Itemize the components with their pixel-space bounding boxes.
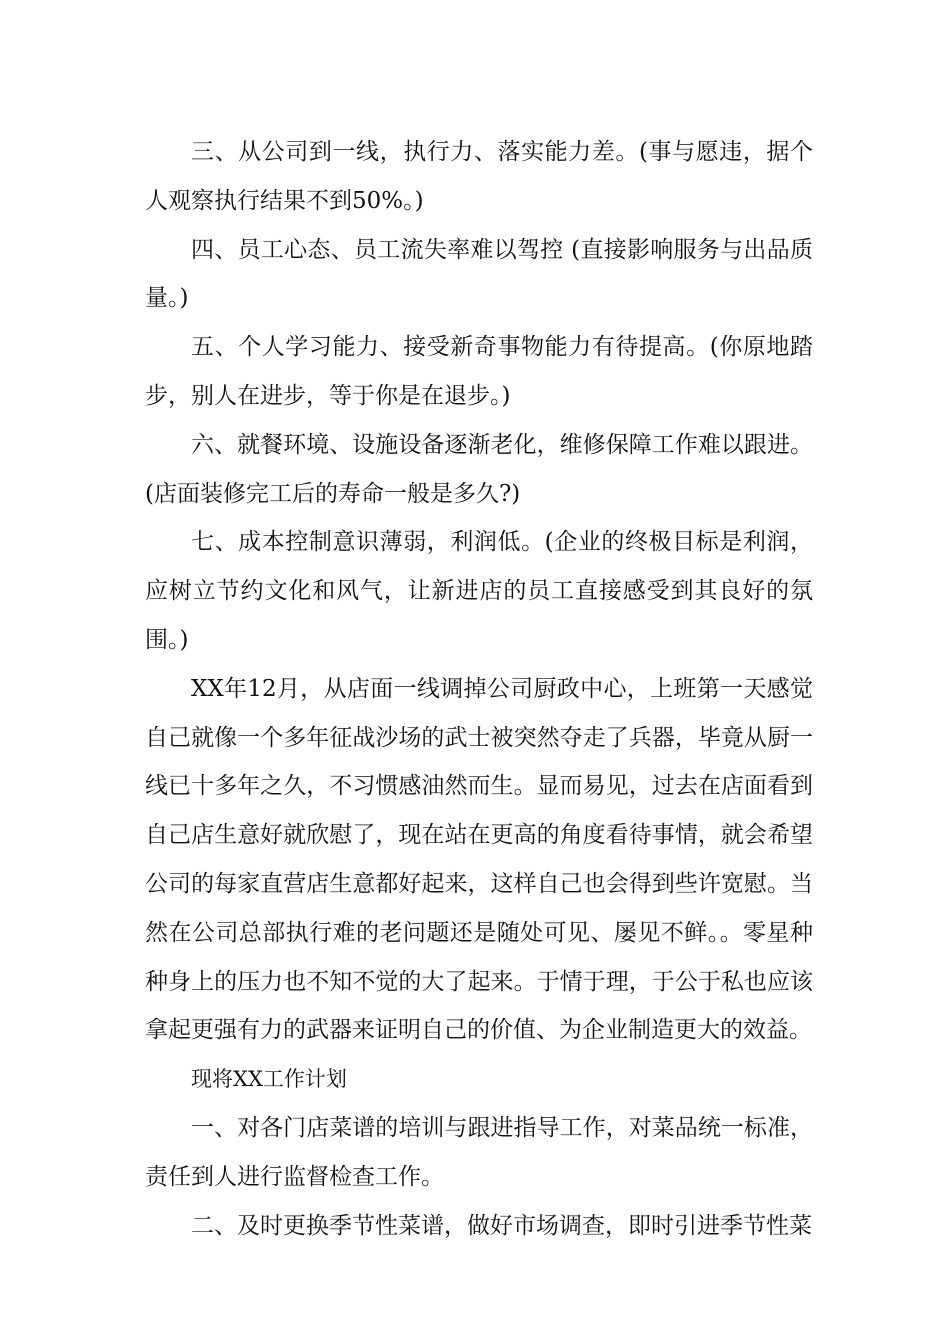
paragraph-item-3: 三、从公司到一线，执行力、落实能力差。(事与愿违，据个人观察执行结果不到50%。) — [145, 139, 813, 214]
plan-item-2: 二、及时更换季节性菜谱，做好市场调查，即时引进季节性菜 — [191, 1212, 812, 1239]
paragraph-item-6: 六、就餐环境、设施设备逐渐老化，维修保障工作难以跟进。(店面装修完工后的寿命一般是多久?) — [145, 431, 813, 507]
paragraph-item-7: 七、成本控制意识薄弱，利润低。(企业的终极目标是利润，应树立节约文化和风气，让新进店的员工直接感受到其良好的氛围。) — [145, 529, 813, 653]
plan-item-1: 一、对各门店菜谱的培训与跟进指导工作，对菜品统一标准，责任到人进行监督检查工作。 — [145, 1114, 813, 1190]
section-heading-work-plan: 现将XX工作计划 — [191, 1067, 347, 1092]
paragraph-transfer-narrative: XX年12月，从店面一线调掉公司厨政中心，上班第一天感觉自己就像一个多年征战沙场的武士被突然夺走了兵器，毕竟从厨一线已十多年之久，不习惯感油然而生。显而易见，过去在店面看到自己店生意好就欣慰了，现在站在更高的角度看待事情，就会希望公司的每家直营店生意都好起来，这样自己也会得到些许宽慰。当然在公司总部执行难的老问题还是随处可见、屡见不鲜。。零星种种身上的压力也不知不觉的大了起来。于情于理，于公于私也应该拿起更强有力的武器来证明自己的价值、为企业制造更大的效益。 — [145, 675, 813, 1044]
document-body — [145, 128, 813, 1250]
paragraph-item-5: 五、个人学习能力、接受新奇事物能力有待提高。(你原地踏步，别人在进步，等于你是在退步。) — [145, 334, 813, 409]
paragraph-item-4: 四、员工心态、员工流失率难以驾控 (直接影响服务与出品质量。) — [145, 236, 813, 312]
